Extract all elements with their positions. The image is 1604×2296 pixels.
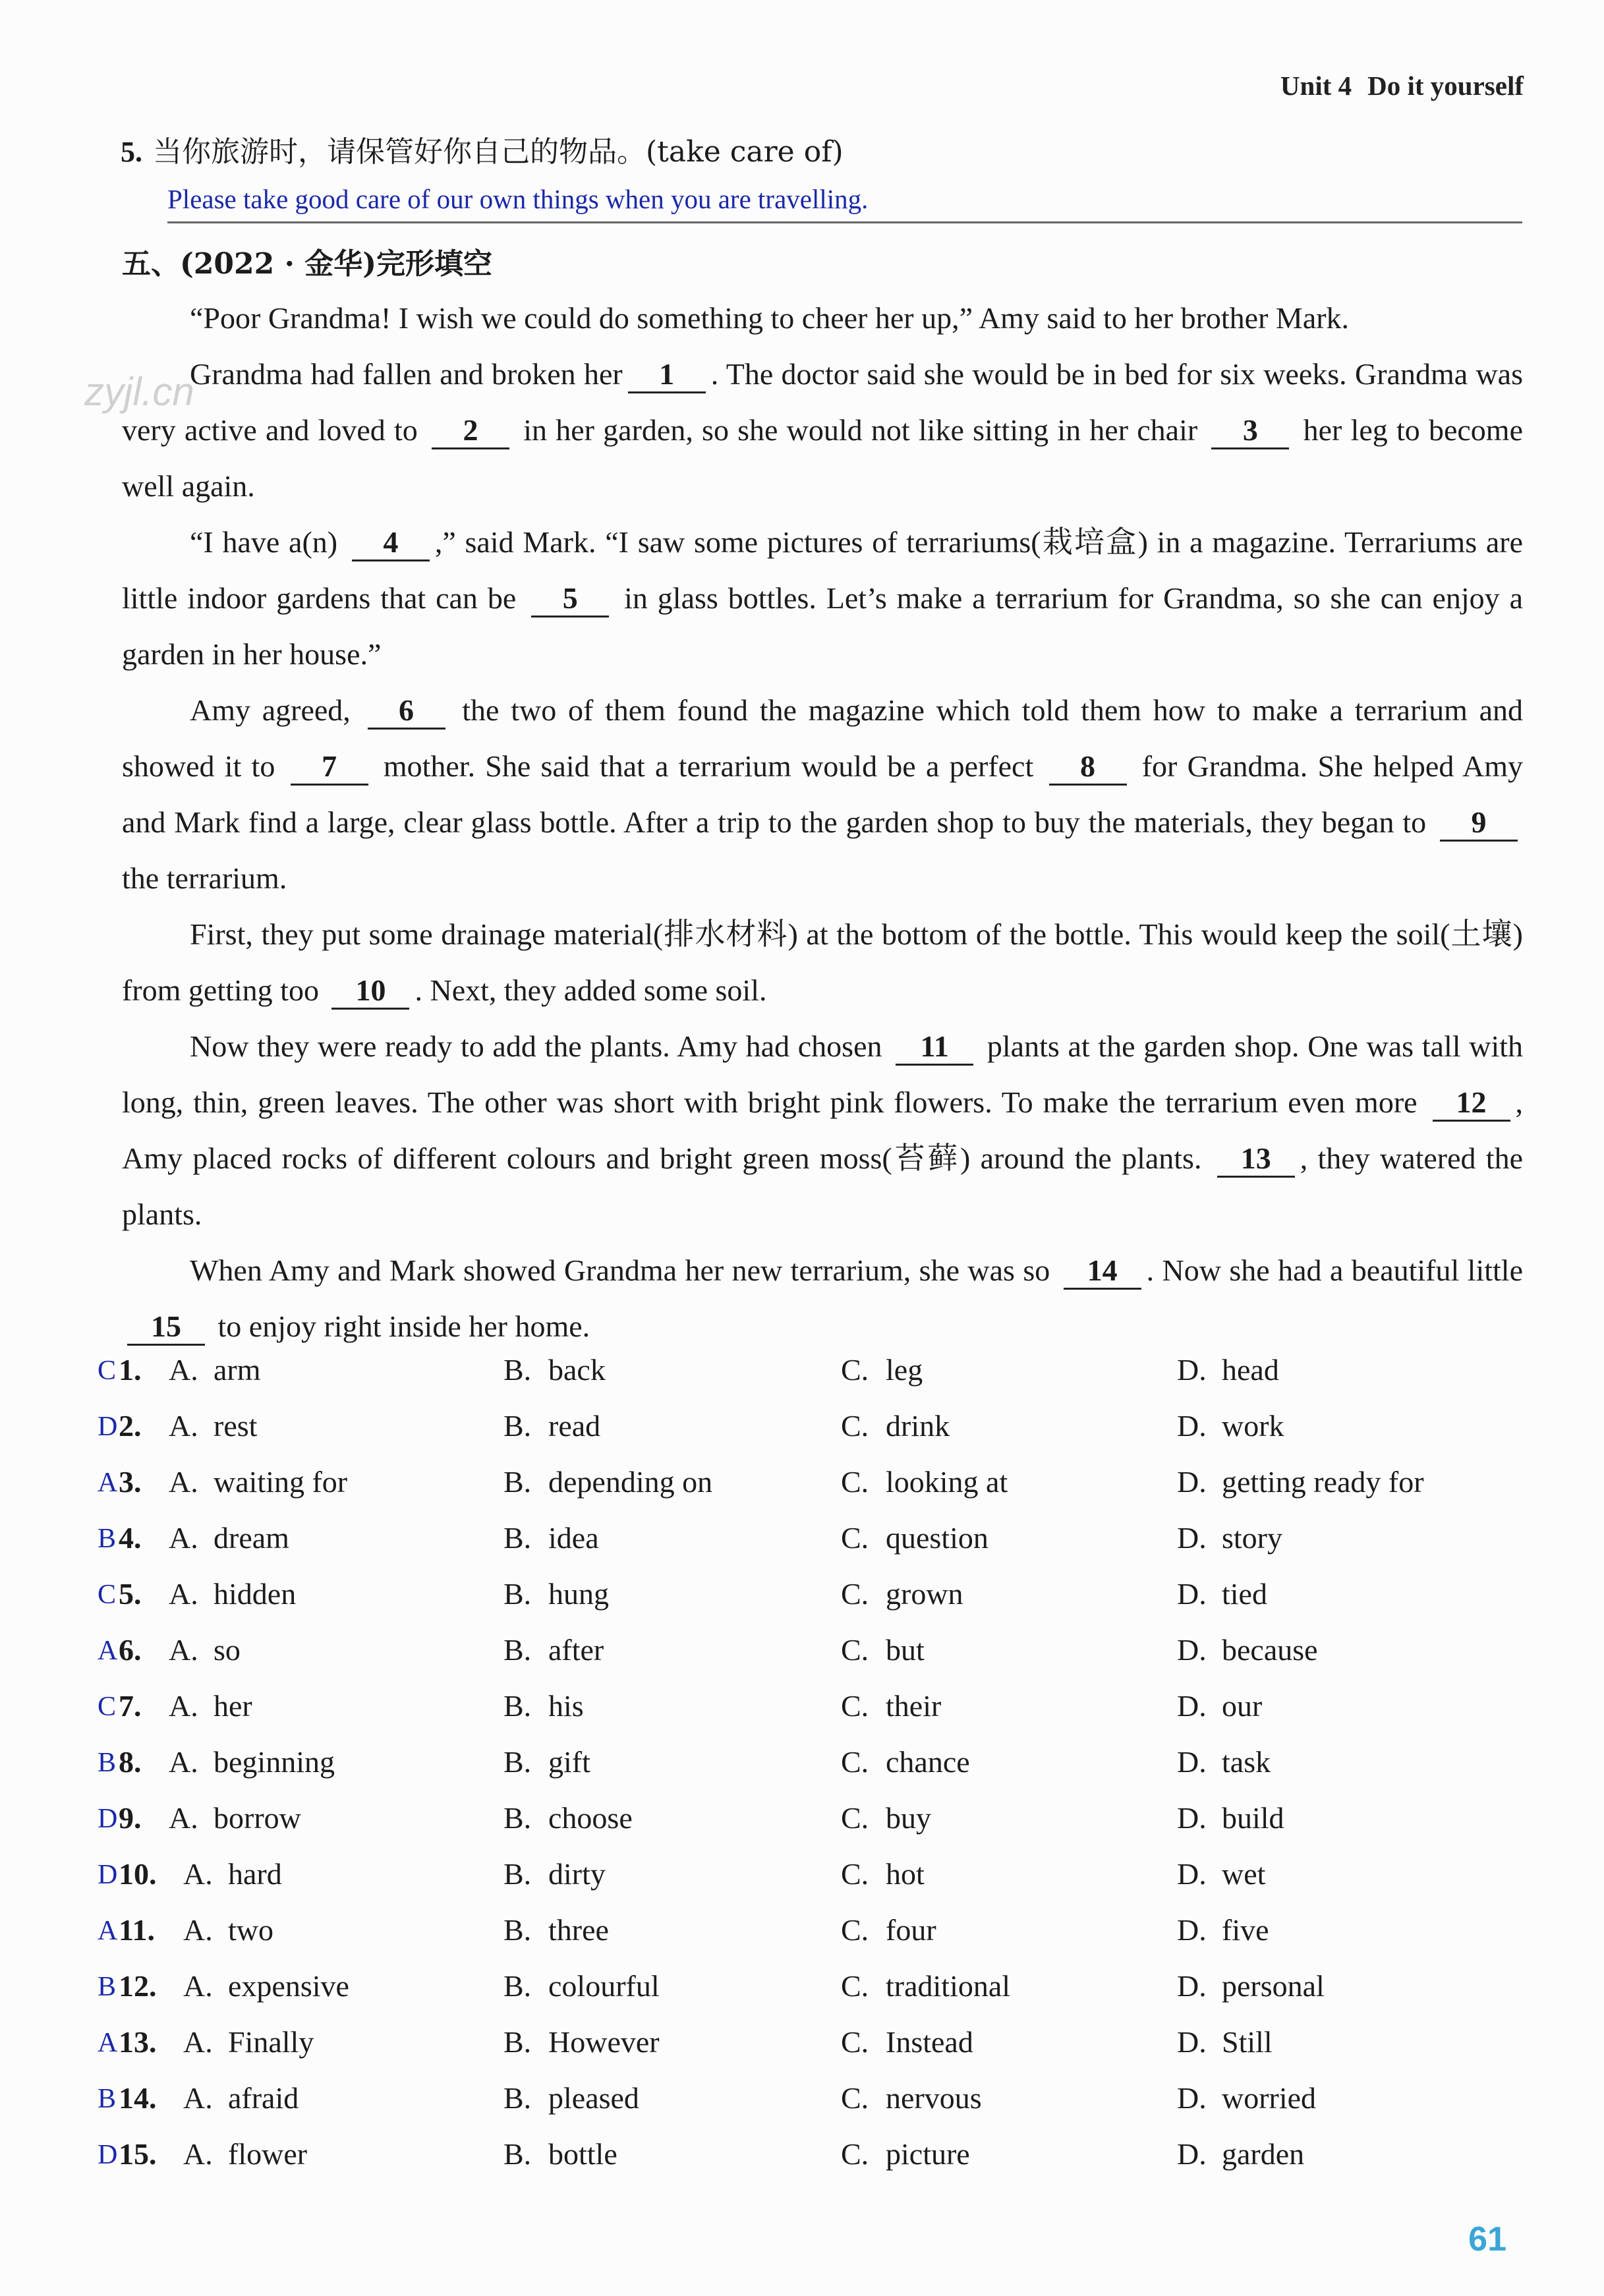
option-b bbox=[503, 1800, 633, 1835]
option-question-number: 9. bbox=[119, 1801, 142, 1835]
option-question-number: 3. bbox=[119, 1465, 142, 1499]
option-a bbox=[169, 1800, 301, 1835]
option-row bbox=[98, 1744, 1547, 1800]
option-a bbox=[169, 1352, 261, 1387]
option-c bbox=[841, 1968, 1010, 2003]
text-run: ,” said Mark. “I saw some pictures of terrariums(栽培盒) in a magazine. Terrariums are little indoor gardens that can be bbox=[122, 525, 1523, 615]
option-text: choose bbox=[548, 1801, 633, 1835]
option-b bbox=[503, 2081, 639, 2115]
option-text: hung bbox=[548, 1577, 609, 1611]
option-text: because bbox=[1222, 1633, 1318, 1667]
option-text: arm bbox=[214, 1353, 261, 1387]
option-letter: D. bbox=[1177, 2025, 1207, 2059]
options-list bbox=[98, 1352, 1547, 2193]
option-c bbox=[841, 1520, 988, 1555]
option-d bbox=[1177, 1464, 1424, 1499]
option-text: rest bbox=[214, 1409, 258, 1443]
option-text: head bbox=[1222, 1353, 1279, 1387]
option-d bbox=[1177, 2024, 1273, 2059]
question-5 bbox=[121, 128, 844, 170]
option-text: Still bbox=[1222, 2025, 1273, 2059]
answer-letter: B bbox=[98, 2084, 117, 2114]
option-c bbox=[841, 1408, 950, 1443]
text-run: for Grandma. She helped Amy and Mark find a large, clear glass bottle. After a trip to the garden shop to buy the materials, they began to bbox=[122, 749, 1524, 839]
option-letter: A. bbox=[183, 1969, 213, 2003]
option-question-number: 5. bbox=[119, 1577, 142, 1611]
option-text: depending on bbox=[548, 1465, 713, 1499]
option-row bbox=[98, 1576, 1547, 1632]
paragraph-6 bbox=[122, 1018, 1523, 1242]
option-question-number: 13. bbox=[119, 2025, 157, 2059]
option-text: after bbox=[548, 1633, 604, 1667]
option-letter: D. bbox=[1177, 1689, 1207, 1723]
option-b bbox=[503, 1464, 712, 1499]
option-text: task bbox=[1222, 1745, 1271, 1779]
unit-label: Unit 4 bbox=[1280, 71, 1352, 101]
option-text: but bbox=[886, 1633, 925, 1667]
answer-letter: A bbox=[98, 2028, 118, 2058]
option-d bbox=[1177, 1856, 1265, 1891]
page-number: 61 bbox=[1468, 2220, 1506, 2258]
option-c bbox=[841, 1688, 941, 1723]
option-letter: A. bbox=[169, 1409, 198, 1443]
text-run: Grandma had fallen and broken her bbox=[190, 357, 623, 391]
option-question-number: 7. bbox=[119, 1689, 142, 1723]
option-b bbox=[503, 2137, 617, 2171]
text-run: the two of them found the magazine which told them how to make a terrarium and showed it to bbox=[122, 693, 1524, 783]
option-b bbox=[503, 1856, 606, 1891]
option-text: buy bbox=[886, 1801, 931, 1835]
option-row bbox=[98, 1688, 1547, 1744]
answer-letter: D bbox=[98, 1412, 118, 1442]
text-run: in glass bottles. Let’s make a terrarium for Grandma, so she can enjoy a garden in her house.” bbox=[122, 581, 1524, 671]
option-b bbox=[503, 1968, 660, 2003]
text-run: . Now she had a beautiful little bbox=[1146, 1253, 1523, 1287]
answer-letter: A bbox=[98, 1468, 118, 1498]
answer-letter: B bbox=[98, 1972, 117, 2002]
answer-letter: B bbox=[98, 1748, 117, 1778]
option-letter: A. bbox=[169, 1353, 198, 1387]
option-text: four bbox=[886, 1913, 936, 1947]
option-letter: B. bbox=[503, 1857, 532, 1891]
option-letter: C. bbox=[841, 1409, 869, 1443]
option-text: Finally bbox=[228, 2025, 314, 2059]
option-a bbox=[183, 2081, 299, 2115]
option-d bbox=[1177, 1968, 1325, 2003]
option-letter: C. bbox=[841, 1521, 869, 1555]
option-letter: A. bbox=[169, 1689, 198, 1723]
option-d bbox=[1177, 1688, 1262, 1723]
option-letter: A. bbox=[183, 1857, 213, 1891]
option-d bbox=[1177, 1744, 1271, 1779]
option-letter: B. bbox=[503, 2137, 532, 2171]
option-text: waiting for bbox=[214, 1465, 348, 1499]
option-text: her bbox=[214, 1689, 252, 1723]
option-a bbox=[169, 1408, 257, 1443]
option-a bbox=[183, 2137, 307, 2171]
option-text: drink bbox=[886, 1409, 950, 1443]
option-text: idea bbox=[548, 1521, 599, 1555]
question-5-answer: Please take good care of our own things when you are travelling. bbox=[167, 183, 1522, 223]
option-text: hard bbox=[228, 1857, 282, 1891]
option-text: Instead bbox=[886, 2025, 973, 2059]
option-d bbox=[1177, 2137, 1304, 2171]
option-b bbox=[503, 1408, 600, 1443]
option-text: garden bbox=[1222, 2137, 1305, 2171]
blank-7: 7 bbox=[291, 749, 368, 786]
option-letter: D. bbox=[1177, 1801, 1207, 1835]
option-d bbox=[1177, 1352, 1279, 1387]
option-letter: B. bbox=[503, 1465, 532, 1499]
option-row bbox=[98, 1352, 1547, 1408]
answer-letter: D bbox=[98, 1860, 118, 1890]
option-b bbox=[503, 1576, 609, 1611]
option-letter: A. bbox=[183, 2137, 213, 2171]
option-d bbox=[1177, 1576, 1267, 1611]
option-letter: A. bbox=[183, 2081, 213, 2115]
unit-title: Do it yourself bbox=[1367, 71, 1524, 101]
blank-10: 10 bbox=[331, 973, 409, 1010]
option-letter: A. bbox=[169, 1465, 198, 1499]
option-text: build bbox=[1222, 1801, 1284, 1835]
option-letter: C. bbox=[841, 1745, 869, 1779]
option-text: hidden bbox=[214, 1577, 297, 1611]
option-letter: D. bbox=[1177, 1633, 1207, 1667]
question-number: 5. bbox=[121, 136, 142, 168]
option-c bbox=[841, 1576, 963, 1611]
option-letter: C. bbox=[841, 1633, 869, 1667]
option-letter: D. bbox=[1177, 1745, 1207, 1779]
answer-letter: C bbox=[98, 1692, 117, 1722]
blank-6: 6 bbox=[368, 693, 445, 730]
option-text: five bbox=[1222, 1913, 1269, 1947]
option-d bbox=[1177, 1632, 1318, 1667]
option-text: traditional bbox=[886, 1969, 1011, 2003]
option-question-number: 11. bbox=[119, 1913, 155, 1947]
option-a bbox=[183, 1968, 349, 2003]
option-b bbox=[503, 1520, 599, 1555]
option-letter: B. bbox=[503, 1801, 532, 1835]
cloze-passage bbox=[122, 290, 1523, 1354]
option-a bbox=[183, 1912, 273, 1947]
option-letter: C. bbox=[841, 1689, 869, 1723]
text-run: to enjoy right inside her home. bbox=[217, 1309, 590, 1343]
option-letter: C. bbox=[841, 2137, 869, 2171]
option-text: personal bbox=[1222, 1969, 1325, 2003]
option-text: three bbox=[548, 1913, 609, 1947]
blank-15: 15 bbox=[127, 1309, 205, 1346]
option-text: afraid bbox=[228, 2081, 299, 2115]
option-a bbox=[169, 1464, 347, 1499]
option-letter: A. bbox=[169, 1633, 198, 1667]
paragraph-7 bbox=[122, 1242, 1523, 1354]
paragraph-5 bbox=[122, 906, 1523, 1018]
option-question-number: 10. bbox=[119, 1857, 157, 1891]
option-c bbox=[841, 1352, 923, 1387]
option-text: read bbox=[548, 1409, 601, 1443]
text-run: . The doctor said she would be in bed for six weeks. Grandma was very active and loved to bbox=[122, 357, 1523, 447]
option-c bbox=[841, 1464, 1008, 1499]
option-letter: D. bbox=[1177, 2081, 1207, 2115]
blank-8: 8 bbox=[1049, 749, 1127, 786]
option-b bbox=[503, 1632, 604, 1667]
text-run: her leg to become well again. bbox=[122, 413, 1524, 503]
option-letter: B. bbox=[503, 2025, 532, 2059]
option-letter: B. bbox=[503, 1969, 532, 2003]
option-letter: D. bbox=[1177, 1521, 1207, 1555]
option-a bbox=[169, 1744, 335, 1779]
option-a bbox=[169, 1688, 252, 1723]
blank-14: 14 bbox=[1064, 1253, 1141, 1290]
option-c bbox=[841, 2024, 973, 2059]
option-letter: D. bbox=[1177, 1577, 1207, 1611]
option-a bbox=[169, 1632, 241, 1667]
option-a bbox=[183, 2024, 314, 2059]
option-a bbox=[169, 1520, 289, 1555]
option-b bbox=[503, 1744, 590, 1779]
option-a bbox=[183, 1856, 282, 1891]
blank-12: 12 bbox=[1433, 1085, 1510, 1122]
option-letter: A. bbox=[183, 1913, 213, 1947]
text-run: plants at the garden shop. One was tall with long, thin, green leaves. The other was short with bright pink flowers. To make the terrarium even more bbox=[122, 1029, 1524, 1119]
text-run: , Amy placed rocks of different colours and bright green moss(苔藓) around the plants. bbox=[122, 1085, 1523, 1175]
option-letter: B. bbox=[503, 1913, 532, 1947]
option-d bbox=[1177, 1912, 1269, 1947]
option-text: colourful bbox=[548, 1969, 660, 2003]
text-run: Amy agreed, bbox=[190, 693, 351, 727]
text-run: First, they put some drainage material(排水材料) at the bottom of the bottle. This would keep the soil(土壤) from getting too bbox=[122, 917, 1523, 1007]
blank-11: 11 bbox=[896, 1029, 973, 1066]
option-text: flower bbox=[228, 2137, 308, 2171]
option-d bbox=[1177, 1520, 1282, 1555]
section-title: 五、(2022 · 金华)完形填空 bbox=[122, 247, 493, 281]
blank-9: 9 bbox=[1440, 805, 1518, 842]
option-c bbox=[841, 1912, 936, 1947]
option-c bbox=[841, 1856, 925, 1891]
option-b bbox=[503, 1352, 606, 1387]
option-d bbox=[1177, 1800, 1284, 1835]
paragraph-1: “Poor Grandma! I wish we could do something to cheer her up,” Amy said to her brother Mark. bbox=[190, 301, 1350, 335]
text-run: Now they were ready to add the plants. Amy had chosen bbox=[190, 1029, 882, 1063]
option-text: bottle bbox=[548, 2137, 617, 2171]
option-text: hot bbox=[886, 1857, 925, 1891]
text-run: in her garden, so she would not like sitting in her chair bbox=[523, 413, 1198, 447]
option-letter: B. bbox=[503, 1409, 532, 1443]
option-text: getting ready for bbox=[1222, 1465, 1424, 1499]
option-question-number: 2. bbox=[119, 1409, 142, 1443]
option-text: chance bbox=[886, 1745, 970, 1779]
option-text: our bbox=[1222, 1689, 1263, 1723]
option-letter: D. bbox=[1177, 1465, 1207, 1499]
option-text: nervous bbox=[886, 2081, 982, 2115]
option-text: their bbox=[886, 1689, 942, 1723]
option-question-number: 8. bbox=[119, 1745, 142, 1779]
option-text: gift bbox=[548, 1745, 590, 1779]
answer-letter: D bbox=[98, 2140, 118, 2170]
option-text: tied bbox=[1222, 1577, 1267, 1611]
option-question-number: 12. bbox=[119, 1969, 157, 2003]
text-run: “I have a(n) bbox=[190, 525, 338, 559]
blank-3: 3 bbox=[1211, 413, 1289, 449]
option-letter: A. bbox=[169, 1801, 198, 1835]
option-letter: C. bbox=[841, 1913, 869, 1947]
option-row bbox=[98, 2081, 1547, 2137]
option-letter: D. bbox=[1177, 2137, 1207, 2171]
option-c bbox=[841, 2081, 982, 2115]
option-row bbox=[98, 1464, 1547, 1520]
option-letter: B. bbox=[503, 1577, 532, 1611]
blank-2: 2 bbox=[432, 413, 509, 449]
option-c bbox=[841, 1744, 970, 1779]
option-letter: C. bbox=[841, 1353, 869, 1387]
option-text: leg bbox=[886, 1353, 923, 1387]
option-letter: C. bbox=[841, 1969, 869, 2003]
text-run: the terrarium. bbox=[122, 861, 287, 895]
option-a bbox=[169, 1576, 296, 1611]
option-c bbox=[841, 1800, 931, 1835]
option-c bbox=[841, 2137, 970, 2171]
text-run: , they watered the plants. bbox=[122, 1141, 1524, 1231]
paragraph-3 bbox=[122, 514, 1523, 682]
option-text: looking at bbox=[886, 1465, 1008, 1499]
option-row bbox=[98, 2137, 1547, 2193]
option-c bbox=[841, 1632, 925, 1667]
option-text: wet bbox=[1222, 1857, 1266, 1891]
option-text: so bbox=[214, 1633, 241, 1667]
option-letter: C. bbox=[841, 2025, 869, 2059]
option-letter: A. bbox=[169, 1521, 198, 1555]
option-text: worried bbox=[1222, 2081, 1317, 2115]
option-text: expensive bbox=[228, 1969, 349, 2003]
option-letter: D. bbox=[1177, 1409, 1207, 1443]
option-letter: B. bbox=[503, 1633, 532, 1667]
option-letter: C. bbox=[841, 1465, 869, 1499]
text-run: . Next, they added some soil. bbox=[415, 973, 767, 1007]
option-letter: B. bbox=[503, 1745, 532, 1779]
answer-letter: A bbox=[98, 1916, 118, 1946]
option-text: question bbox=[886, 1521, 988, 1555]
option-letter: B. bbox=[503, 1521, 532, 1555]
option-letter: C. bbox=[841, 1857, 869, 1891]
blank-1: 1 bbox=[628, 357, 706, 393]
option-letter: D. bbox=[1177, 1353, 1207, 1387]
option-row bbox=[98, 1968, 1547, 2024]
option-letter: D. bbox=[1177, 1969, 1207, 2003]
text-run: When Amy and Mark showed Grandma her new terrarium, she was so bbox=[190, 1253, 1050, 1287]
page-header bbox=[1265, 70, 1524, 101]
watermark: zyjl.cn bbox=[84, 370, 194, 414]
option-letter: B. bbox=[503, 1689, 532, 1723]
option-question-number: 6. bbox=[119, 1633, 142, 1667]
option-row bbox=[98, 1632, 1547, 1688]
option-letter: A. bbox=[169, 1745, 198, 1779]
option-text: beginning bbox=[214, 1745, 335, 1779]
blank-4: 4 bbox=[352, 525, 430, 561]
paragraph-4 bbox=[122, 682, 1523, 906]
option-b bbox=[503, 1688, 584, 1723]
answer-letter: B bbox=[98, 1524, 117, 1554]
option-row bbox=[98, 2024, 1547, 2081]
option-text: picture bbox=[886, 2137, 970, 2171]
text-run: mother. She said that a terrarium would be a perfect bbox=[383, 749, 1034, 783]
answer-letter: A bbox=[98, 1636, 118, 1666]
option-b bbox=[503, 2024, 660, 2059]
option-letter: A. bbox=[169, 1577, 198, 1611]
option-question-number: 4. bbox=[119, 1521, 142, 1555]
option-row bbox=[98, 1800, 1547, 1856]
option-text: grown bbox=[886, 1577, 963, 1611]
option-question-number: 15. bbox=[119, 2137, 157, 2171]
answer-letter: C bbox=[98, 1580, 117, 1610]
option-text: pleased bbox=[548, 2081, 639, 2115]
option-b bbox=[503, 1912, 609, 1947]
option-letter: D. bbox=[1177, 1857, 1207, 1891]
question-prompt: 当你旅游时，请保管好你自己的物品。(take care of) bbox=[153, 135, 844, 169]
option-d bbox=[1177, 2081, 1316, 2115]
option-letter: C. bbox=[841, 1801, 869, 1835]
option-row bbox=[98, 1912, 1547, 1968]
option-letter: D. bbox=[1177, 1913, 1207, 1947]
paragraph-2 bbox=[122, 346, 1523, 514]
option-text: back bbox=[548, 1353, 606, 1387]
option-text: story bbox=[1222, 1521, 1282, 1555]
option-letter: C. bbox=[841, 2081, 869, 2115]
option-row bbox=[98, 1520, 1547, 1576]
option-letter: C. bbox=[841, 1577, 869, 1611]
option-text: borrow bbox=[214, 1801, 301, 1835]
option-row bbox=[98, 1408, 1547, 1464]
answer-letter: C bbox=[98, 1356, 117, 1386]
answer-letter: D bbox=[98, 1804, 118, 1834]
option-letter: B. bbox=[503, 2081, 532, 2115]
option-row bbox=[98, 1856, 1547, 1912]
option-letter: A. bbox=[183, 2025, 213, 2059]
option-text: work bbox=[1222, 1409, 1284, 1443]
option-text: two bbox=[228, 1913, 273, 1947]
option-text: dream bbox=[214, 1521, 289, 1555]
option-d bbox=[1177, 1408, 1284, 1443]
option-text: dirty bbox=[548, 1857, 606, 1891]
option-question-number: 14. bbox=[119, 2081, 157, 2115]
option-question-number: 1. bbox=[119, 1353, 142, 1387]
option-text: However bbox=[548, 2025, 660, 2059]
option-letter: B. bbox=[503, 1353, 532, 1387]
option-text: his bbox=[548, 1689, 584, 1723]
blank-5: 5 bbox=[531, 581, 609, 617]
blank-13: 13 bbox=[1217, 1141, 1295, 1178]
